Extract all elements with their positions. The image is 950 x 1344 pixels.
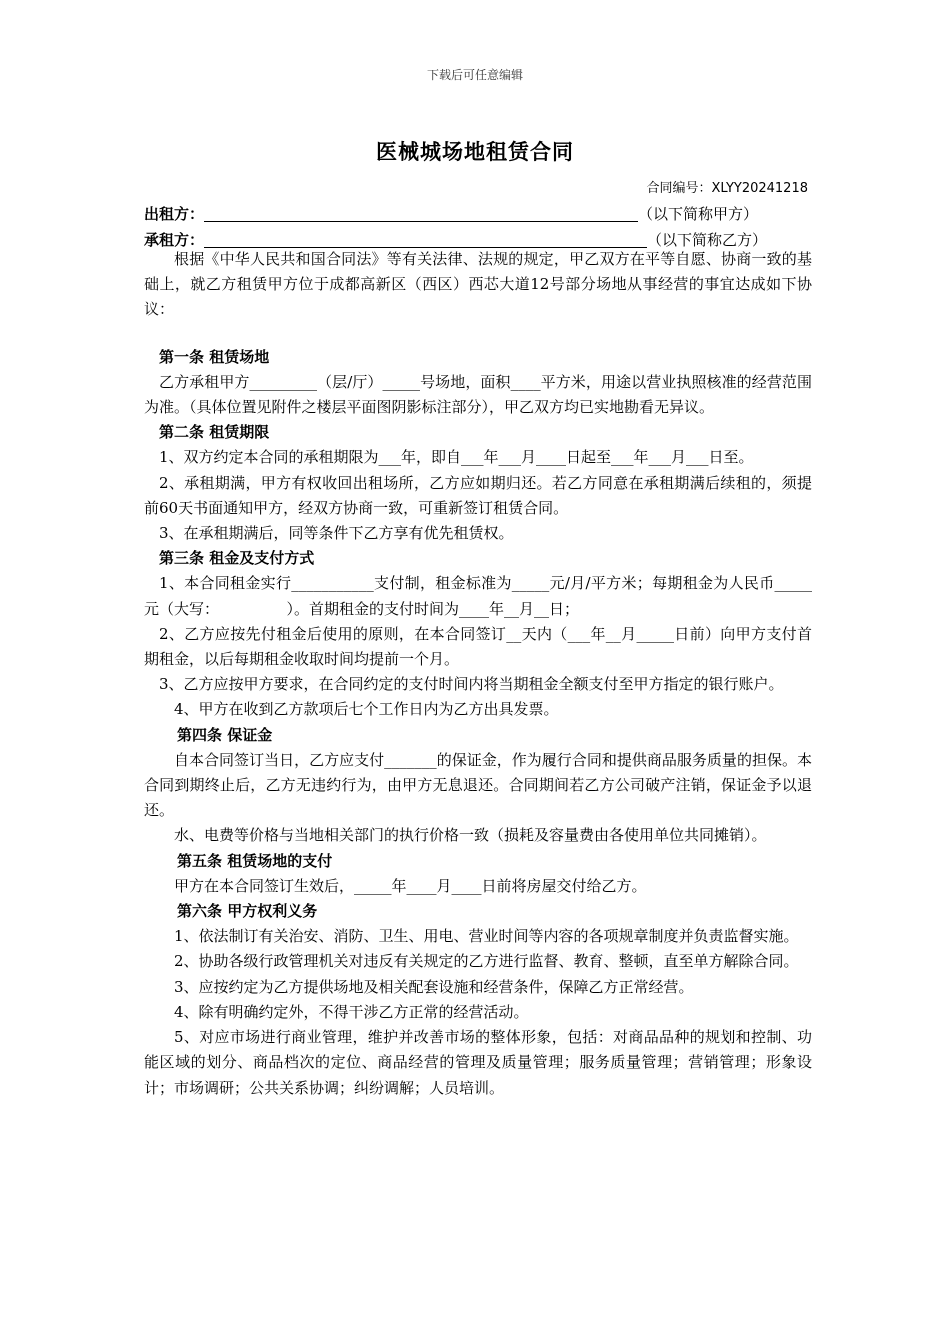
article-6-title: 第六条 甲方权利义务 <box>177 902 318 921</box>
article-4-p1: 自本合同签订当日，乙方应支付_______的保证金，作为履行合同和提供商品服务质量的担保。本合同到期终止后，乙方无违约行为，由甲方无息退还。合同期间若乙方公司破产注销，保证金予以退还。 <box>144 750 812 820</box>
article-5-title: 第五条 租赁场地的支付 <box>177 851 333 870</box>
page-header: 下载后可任意编辑 <box>426 68 523 82</box>
article-2-p1: 1、双方约定本合同的承租期限为___年，即自___年___月____日起至___年___月___日至。 <box>159 448 754 467</box>
spacer <box>144 323 812 345</box>
article-2-title: 第二条 租赁期限 <box>159 423 270 442</box>
article-6-p2: 2、协助各级行政管理机关对违反有关规定的乙方进行监督、教育、整顿，直至单方解除合同。 <box>174 952 799 971</box>
lessee-suffix: （以下简称乙方） <box>647 231 768 249</box>
lessor-suffix: （以下简称甲方） <box>638 205 759 223</box>
lessor-line <box>144 203 758 224</box>
article-3-p3: 3、乙方应按甲方要求，在合同约定的支付时间内将当期租金全额支付至甲方指定的银行账户。 <box>159 675 784 694</box>
contract-number: 合同编号：XLYY20241218 <box>646 181 808 196</box>
article-1-title: 第一条 租赁场地 <box>159 347 270 366</box>
lessor-label: 出租方： <box>144 205 205 223</box>
article-4-p2: 水、电费等价格与当地相关部门的执行价格一致（损耗及容量费由各使用单位共同摊销）。 <box>174 826 767 845</box>
lessor-name-blank[interactable] <box>204 205 638 222</box>
article-2-p2: 2、承租期满，甲方有权收回出租场所，乙方应如期归还。若乙方同意在承租期满后续租的，须提前60天书面通知甲方，经双方协商一致，可重新签订租赁合同。 <box>144 473 812 517</box>
article-3-title: 第三条 租金及支付方式 <box>159 549 315 568</box>
intro-paragraph: 根据《中华人民共和国合同法》等有关法律、法规的规定，甲乙双方在平等自愿、协商一致的基础上，就乙方租赁甲方位于成都高新区（西区）西芯大道12号部分场地从事经营的事宜达成如下协议： <box>144 250 812 319</box>
contract-body <box>144 247 812 1101</box>
article-6-p3: 3、应按约定为乙方提供场地及相关配套设施和经营条件，保障乙方正常经营。 <box>174 977 694 996</box>
article-6-p4: 4、除有明确约定外，不得干涉乙方正常的经营活动。 <box>174 1002 529 1021</box>
lessee-label: 承租方： <box>144 231 205 249</box>
article-1-p1: 乙方承租甲方_________（层/厅）_____号场地，面积____平方米，用途以营业执照核准的经营范围为准。（具体位置见附件之楼层平面图阴影标注部分），甲乙双方均已实地勘看无异议。 <box>144 372 812 417</box>
article-3-p4: 4、甲方在收到乙方款项后七个工作日内为乙方出具发票。 <box>174 700 559 719</box>
article-3-p2: 2、乙方应按先付租金后使用的原则，在本合同签订__天内（___年__月_____日前）向甲方支付首期租金，以后每期租金收取时间均提前一个月。 <box>144 624 812 669</box>
article-6-p1: 1、依法制订有关治安、消防、卫生、用电、营业时间等内容的各项规章制度并负责监督实施。 <box>174 927 799 946</box>
article-5-p1: 甲方在本合同签订生效后，_____年____月____日前将房屋交付给乙方。 <box>174 876 647 895</box>
article-4-title: 第四条 保证金 <box>177 725 273 744</box>
document-title: 医械城场地租赁合同 <box>376 139 574 164</box>
article-3-p1: 1、本合同租金实行___________支付制，租金标准为_____元/月/平方米；每期租金为人民币_____元（大写： ）。首期租金的支付时间为____年__月__日； <box>144 574 812 618</box>
lessee-name-blank[interactable] <box>204 231 647 248</box>
article-2-p3: 3、在承租期满后，同等条件下乙方享有优先租赁权。 <box>159 524 514 543</box>
article-6-p5: 5、对应市场进行商业管理，维护并改善市场的整体形象，包括：对商品品种的规划和控制、功能区域的划分、商品档次的定位、商品经营的管理及质量管理；服务质量管理；营销管理；形象设计；市场调研；公共关系协调；纠纷调解；人员培训。 <box>144 1028 812 1097</box>
